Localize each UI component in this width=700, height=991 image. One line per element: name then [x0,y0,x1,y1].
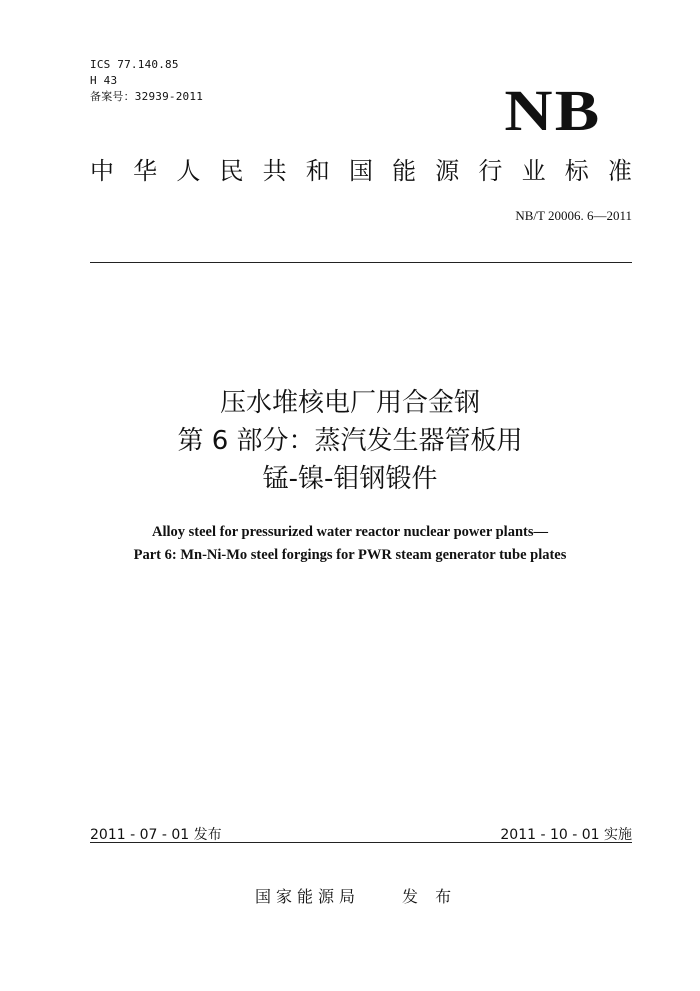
publish-date: 2011 - 07 - 01 发布 [90,827,222,843]
standard-name-char: 人 [176,157,201,185]
standard-name-char: 准 [607,157,632,185]
standard-name-char: 标 [564,157,589,185]
standard-name-char: 中 [90,157,114,185]
standard-name-char: 源 [435,157,460,185]
record-number: 备案号：32939-2011 [90,90,204,103]
title-en-line-1: Alloy steel for pressurized water reactor nuclear power plants— [151,524,548,540]
standard-category-name [90,156,632,186]
standard-number: NB/T 20006. 6—2011 [515,208,632,223]
standard-name-char: 国 [348,157,373,185]
standard-name-char: 能 [392,157,417,185]
implement-date: 2011 - 10 - 01 实施 [500,827,632,843]
standard-name-char: 共 [262,157,287,185]
standard-name-char: 行 [478,157,503,185]
ccs-code: H 43 [90,74,118,87]
ics-code: ICS 77.140.85 [90,58,179,71]
title-en-line-2: Part 6: Mn-Ni-Mo steel forgings for PWR steam generator tube plates [133,547,567,563]
standard-name-char: 民 [219,157,244,185]
nb-logo: NB [504,78,602,143]
footer-divider [90,842,632,843]
title-cn-line-3: 锰-镍-钼钢锻件 [262,464,438,494]
header-divider [90,262,632,263]
standard-name-char: 华 [133,157,158,185]
standard-name-char: 和 [305,157,330,185]
title-cn-line-2: 第 6 部分：蒸汽发生器管板用 [177,426,523,456]
issuing-authority: 国家能源局 [255,887,361,906]
issue-label: 发 布 [402,887,458,906]
title-cn-line-1: 压水堆核电厂用合金钢 [219,388,480,418]
standard-name-char: 业 [521,157,546,185]
